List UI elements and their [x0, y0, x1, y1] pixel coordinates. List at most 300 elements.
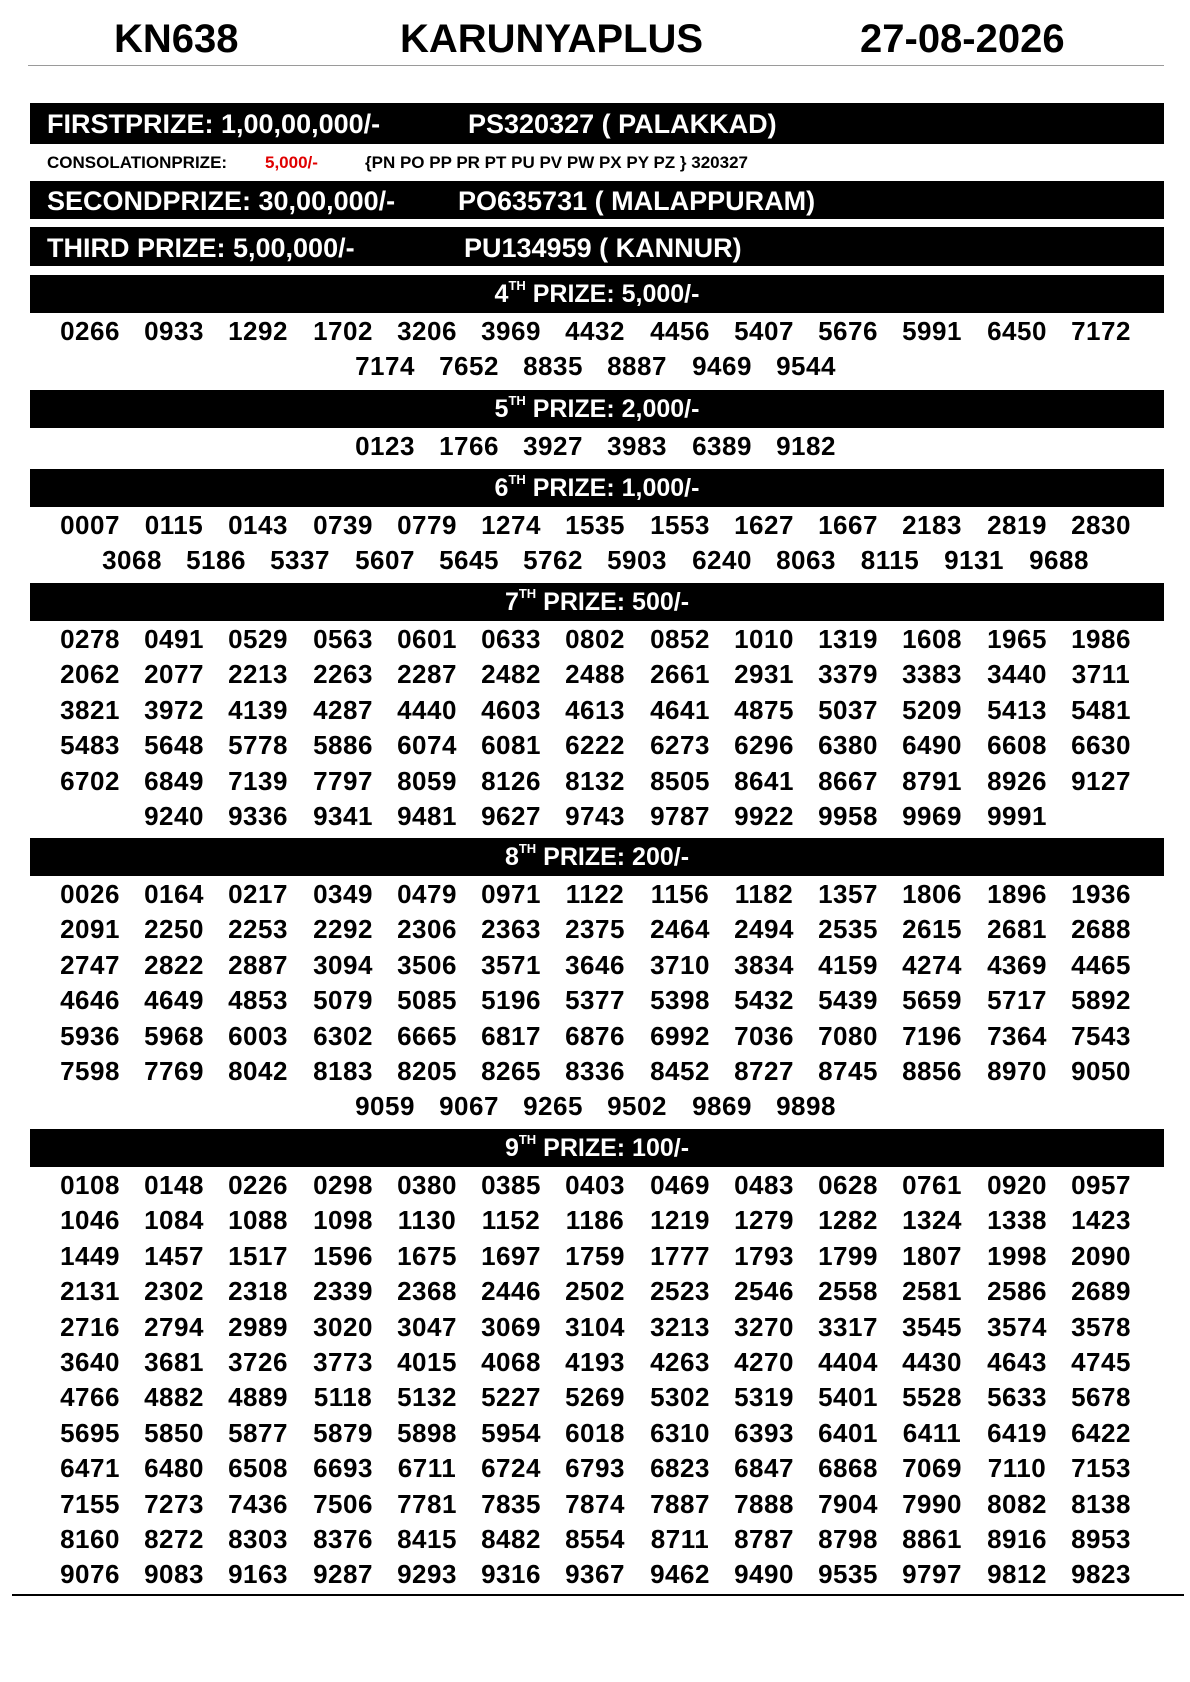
number-row — [30, 1416, 1164, 1451]
winning-number: 5954 — [481, 1417, 541, 1448]
winning-number: 6393 — [734, 1417, 794, 1448]
winning-number: 8452 — [650, 1055, 710, 1086]
winning-number: 2581 — [902, 1276, 962, 1307]
winning-number: 7364 — [987, 1020, 1047, 1051]
winning-number: 0739 — [313, 510, 373, 540]
winning-number: 1010 — [734, 624, 794, 654]
prize-amount: PRIZE: 200/- — [536, 843, 690, 871]
winning-number: 6273 — [650, 730, 710, 761]
winning-number: 0491 — [144, 624, 204, 654]
winning-number: 1324 — [902, 1205, 962, 1236]
winning-number: 1793 — [734, 1240, 794, 1271]
winning-number: 0403 — [565, 1170, 625, 1200]
winning-number: 2250 — [144, 914, 204, 945]
winning-number: 2830 — [1071, 510, 1131, 540]
winning-number: 6817 — [481, 1020, 541, 1051]
winning-number: 1553 — [650, 510, 710, 540]
winning-number: 1122 — [565, 879, 625, 909]
winning-number: 1292 — [228, 316, 288, 346]
winning-number: 7036 — [734, 1020, 794, 1051]
prize-header-8 — [30, 838, 1164, 876]
winning-number: 6401 — [818, 1417, 878, 1448]
prize-ordinal: 4 — [494, 280, 509, 308]
winning-number: 3681 — [144, 1346, 204, 1377]
third-prize-label: THIRD PRIZE: 5,00,000/- — [47, 233, 355, 263]
winning-number: 0563 — [313, 624, 373, 654]
winning-number: 8063 — [776, 545, 836, 576]
number-row — [30, 314, 1164, 349]
winning-number: 8926 — [987, 765, 1047, 796]
winning-number: 5528 — [902, 1382, 962, 1413]
number-row — [30, 1274, 1164, 1309]
winning-number: 4369 — [987, 949, 1047, 980]
winning-number: 6003 — [228, 1020, 288, 1051]
winning-number: 7153 — [1071, 1453, 1131, 1484]
consolation-series: {PN PO PP PR PT PU PV PW PX PY PZ } 320327 — [365, 153, 748, 172]
winning-number: 6508 — [228, 1453, 288, 1484]
winning-number: 3213 — [650, 1311, 710, 1342]
winning-number: 0601 — [397, 624, 457, 654]
consolation-label: CONSOLATIONPRIZE: — [47, 153, 228, 172]
winning-number: 6724 — [481, 1453, 541, 1484]
prize-header-text — [30, 843, 1164, 872]
winning-number: 1667 — [818, 510, 878, 540]
number-row — [30, 429, 1164, 464]
number-row — [30, 1019, 1164, 1054]
footer-divider — [12, 1594, 1184, 1596]
winning-number: 9481 — [397, 800, 457, 831]
winning-number: 8727 — [734, 1055, 794, 1086]
winning-number: 4015 — [397, 1346, 457, 1377]
winning-number: 2306 — [397, 914, 457, 945]
winning-number: 4430 — [902, 1346, 962, 1377]
winning-number: 5337 — [270, 545, 330, 576]
winning-number: 9182 — [776, 431, 836, 461]
winning-number: 4875 — [734, 694, 794, 725]
winning-number: 3068 — [102, 545, 162, 576]
winning-number: 2077 — [144, 659, 204, 690]
number-row — [30, 877, 1164, 912]
winning-number: 8916 — [987, 1523, 1047, 1554]
winning-number: 9535 — [818, 1559, 878, 1590]
winning-number: 0164 — [144, 879, 204, 909]
winning-number: 5936 — [60, 1020, 120, 1051]
winning-number: 9287 — [313, 1559, 373, 1590]
winning-number: 7797 — [313, 765, 373, 796]
winning-number: 1777 — [650, 1240, 710, 1271]
winning-number: 1766 — [439, 431, 499, 461]
winning-number: 2062 — [60, 659, 120, 690]
winning-number: 2292 — [313, 914, 373, 945]
winning-number: 2368 — [397, 1276, 457, 1307]
prize-number-grid — [30, 622, 1164, 834]
winning-number: 0108 — [60, 1170, 120, 1200]
winning-number: 7781 — [397, 1488, 457, 1519]
winning-number: 7990 — [902, 1488, 962, 1519]
winning-number: 1152 — [481, 1205, 541, 1236]
winning-number: 7155 — [60, 1488, 120, 1519]
winning-number: 0380 — [397, 1170, 457, 1200]
winning-number: 8160 — [60, 1523, 120, 1554]
winning-number: 8835 — [523, 351, 583, 382]
winning-number: 2131 — [60, 1276, 120, 1307]
winning-number: 9812 — [987, 1559, 1047, 1590]
first-prize-bar — [30, 103, 1164, 144]
number-row — [30, 508, 1164, 543]
prize-header-4 — [30, 275, 1164, 313]
winning-number: 8059 — [397, 765, 457, 796]
winning-number: 5269 — [565, 1382, 625, 1413]
winning-number: 3711 — [1071, 659, 1131, 690]
winning-number: 2213 — [228, 659, 288, 690]
winning-number: 5886 — [313, 730, 373, 761]
winning-number: 7174 — [355, 351, 415, 382]
prize-number-grid — [30, 429, 1164, 464]
winning-number: 9823 — [1071, 1559, 1131, 1590]
winning-number: 0957 — [1071, 1170, 1131, 1200]
winning-number: 3440 — [987, 659, 1047, 690]
winning-number: 4139 — [228, 694, 288, 725]
prize-ordinal: 6 — [494, 474, 509, 502]
number-row — [30, 1089, 1164, 1124]
winning-number: 1596 — [313, 1240, 373, 1271]
number-row — [30, 693, 1164, 728]
winning-number: 5209 — [902, 694, 962, 725]
winning-number: 3983 — [607, 431, 667, 461]
winning-number: 5483 — [60, 730, 120, 761]
winning-number: 7598 — [60, 1055, 120, 1086]
number-row — [30, 1345, 1164, 1380]
lottery-name: KARUNYAPLUS — [400, 17, 704, 61]
winning-number: 5227 — [481, 1382, 541, 1413]
third-prize-bar — [30, 227, 1164, 266]
winning-number: 6693 — [313, 1453, 373, 1484]
winning-number: 3726 — [228, 1346, 288, 1377]
winning-number: 0633 — [481, 624, 541, 654]
winning-number: 9341 — [313, 800, 373, 831]
winning-number: 9898 — [776, 1091, 836, 1122]
number-row — [30, 349, 1164, 384]
winning-number: 0143 — [228, 510, 288, 540]
prize-ordinal-suffix: TH — [518, 1132, 537, 1147]
winning-number: 2446 — [481, 1276, 541, 1307]
winning-number: 7436 — [228, 1488, 288, 1519]
winning-number: 4159 — [818, 949, 878, 980]
winning-number: 5432 — [734, 985, 794, 1016]
winning-number: 5648 — [144, 730, 204, 761]
winning-number: 5481 — [1071, 694, 1131, 725]
winning-number: 9059 — [355, 1091, 415, 1122]
winning-number: 5762 — [523, 545, 583, 576]
winning-number: 9787 — [650, 800, 710, 831]
winning-number: 8126 — [481, 765, 541, 796]
winning-number: 6823 — [650, 1453, 710, 1484]
winning-number: 7080 — [818, 1020, 878, 1051]
winning-number: 8856 — [902, 1055, 962, 1086]
winning-number: 6849 — [144, 765, 204, 796]
winning-number: 8132 — [565, 765, 625, 796]
winning-number: 5118 — [313, 1382, 373, 1413]
winning-number: 6380 — [818, 730, 878, 761]
winning-number: 2586 — [987, 1276, 1047, 1307]
winning-number: 2931 — [734, 659, 794, 690]
winning-number: 1423 — [1071, 1205, 1131, 1236]
winning-number: 3206 — [397, 316, 457, 346]
prize-number-grid — [30, 508, 1164, 579]
winning-number: 7888 — [734, 1488, 794, 1519]
winning-number: 1182 — [734, 879, 794, 909]
winning-number: 9240 — [144, 800, 204, 831]
second-prize-bar — [30, 181, 1164, 219]
winning-number: 8415 — [397, 1523, 457, 1554]
winning-number: 8667 — [818, 765, 878, 796]
winning-number: 4613 — [565, 694, 625, 725]
winning-number: 5877 — [228, 1417, 288, 1448]
winning-number: 3640 — [60, 1346, 120, 1377]
winning-number: 2546 — [734, 1276, 794, 1307]
winning-number: 6711 — [397, 1453, 457, 1484]
winning-number: 4456 — [650, 316, 710, 346]
winning-number: 0217 — [228, 879, 288, 909]
number-row — [30, 1380, 1164, 1415]
prize-amount: PRIZE: 5,000/- — [525, 280, 700, 308]
winning-number: 9688 — [1029, 545, 1089, 576]
winning-number: 8711 — [650, 1523, 710, 1554]
winning-number: 5398 — [650, 985, 710, 1016]
winning-number: 4853 — [228, 985, 288, 1016]
prize-header-7 — [30, 583, 1164, 621]
winning-number: 4882 — [144, 1382, 204, 1413]
winning-number: 0479 — [397, 879, 457, 909]
prize-header-6 — [30, 469, 1164, 507]
winning-number: 0026 — [60, 879, 120, 909]
prize-ordinal-suffix: TH — [508, 278, 526, 293]
winning-number: 1338 — [987, 1205, 1047, 1236]
winning-number: 2689 — [1071, 1276, 1131, 1307]
winning-number: 2494 — [734, 914, 794, 945]
winning-number: 9131 — [944, 545, 1004, 576]
winning-number: 2302 — [144, 1276, 204, 1307]
winning-number: 7652 — [439, 351, 499, 382]
winning-number: 6450 — [987, 316, 1047, 346]
winning-number: 1274 — [481, 510, 541, 540]
winning-number: 6471 — [60, 1453, 120, 1484]
winning-number: 0385 — [481, 1170, 541, 1200]
winning-number: 2535 — [818, 914, 878, 945]
winning-number: 8887 — [607, 351, 667, 382]
winning-number: 2819 — [987, 510, 1047, 540]
prize-header-5 — [30, 390, 1164, 428]
winning-number: 5085 — [397, 985, 457, 1016]
winning-number: 0148 — [144, 1170, 204, 1200]
winning-number: 8482 — [481, 1523, 541, 1554]
winning-number: 1088 — [228, 1205, 288, 1236]
number-row — [30, 1168, 1164, 1203]
winning-number: 6310 — [650, 1417, 710, 1448]
winning-number: 1186 — [565, 1205, 625, 1236]
winning-number: 8798 — [818, 1523, 878, 1554]
winning-number: 2688 — [1071, 914, 1131, 945]
winning-number: 5413 — [987, 694, 1047, 725]
winning-number: 4404 — [818, 1346, 878, 1377]
number-row — [30, 1203, 1164, 1238]
winning-number: 8082 — [987, 1488, 1047, 1519]
winning-number: 0628 — [818, 1170, 878, 1200]
winning-number: 1986 — [1071, 624, 1131, 654]
winning-number: 5319 — [734, 1382, 794, 1413]
winning-number: 9462 — [650, 1559, 710, 1590]
winning-number: 5850 — [144, 1417, 204, 1448]
winning-number: 9922 — [734, 800, 794, 831]
prize-ordinal-suffix: TH — [518, 841, 537, 856]
winning-number: 5659 — [902, 985, 962, 1016]
winning-number: 8787 — [734, 1523, 794, 1554]
winning-number: 2661 — [650, 659, 710, 690]
winning-number: 0115 — [144, 510, 204, 540]
third-prize-winner: PU134959 ( KANNUR) — [464, 233, 742, 263]
winning-number: 3104 — [565, 1311, 625, 1342]
winning-number: 6419 — [987, 1417, 1047, 1448]
winning-number: 0852 — [650, 624, 710, 654]
first-prize-label: FIRSTPRIZE: 1,00,00,000/- — [47, 109, 381, 139]
winning-number: 9265 — [523, 1091, 583, 1122]
prize-header-text — [30, 395, 1164, 424]
winning-number: 8745 — [818, 1055, 878, 1086]
winning-number: 8115 — [860, 545, 920, 576]
winning-number: 5132 — [397, 1382, 457, 1413]
winning-number: 6868 — [818, 1453, 878, 1484]
number-row — [30, 1557, 1164, 1592]
winning-number: 3972 — [144, 694, 204, 725]
winning-number: 8272 — [144, 1523, 204, 1554]
winning-number: 5037 — [818, 694, 878, 725]
first-prize-winner: PS320327 ( PALAKKAD) — [468, 109, 777, 139]
winning-number: 0349 — [313, 879, 373, 909]
winning-number: 0226 — [228, 1170, 288, 1200]
winning-number: 1319 — [818, 624, 878, 654]
winning-number: 5968 — [144, 1020, 204, 1051]
winning-number: 5607 — [355, 545, 415, 576]
winning-number: 1675 — [397, 1240, 457, 1271]
winning-number: 1965 — [987, 624, 1047, 654]
winning-number: 6847 — [734, 1453, 794, 1484]
winning-number: 2794 — [144, 1311, 204, 1342]
winning-number: 6302 — [313, 1020, 373, 1051]
winning-number: 0920 — [987, 1170, 1047, 1200]
winning-number: 3578 — [1071, 1311, 1131, 1342]
winning-number: 3646 — [565, 949, 625, 980]
winning-number: 0933 — [144, 316, 204, 346]
winning-number: 0761 — [902, 1170, 962, 1200]
winning-number: 0971 — [481, 879, 541, 909]
winning-number: 6081 — [481, 730, 541, 761]
winning-number: 9163 — [228, 1559, 288, 1590]
winning-number: 5676 — [818, 316, 878, 346]
winning-number: 4287 — [313, 694, 373, 725]
winning-number: 8505 — [650, 765, 710, 796]
winning-number: 4270 — [734, 1346, 794, 1377]
winning-number: 9969 — [902, 800, 962, 831]
winning-number: 9316 — [481, 1559, 541, 1590]
winning-number: 4263 — [650, 1346, 710, 1377]
winning-number: 5898 — [397, 1417, 457, 1448]
winning-number: 9991 — [987, 800, 1047, 831]
number-row — [30, 1239, 1164, 1274]
winning-number: 4432 — [565, 316, 625, 346]
winning-number: 4193 — [565, 1346, 625, 1377]
winning-number: 6222 — [565, 730, 625, 761]
winning-number: 3574 — [987, 1311, 1047, 1342]
winning-number: 5196 — [481, 985, 541, 1016]
winning-number: 3545 — [902, 1311, 962, 1342]
winning-number: 2183 — [902, 510, 962, 540]
prize-ordinal: 7 — [504, 588, 519, 616]
winning-number: 3969 — [481, 316, 541, 346]
winning-number: 0529 — [228, 624, 288, 654]
winning-number: 1130 — [397, 1205, 457, 1236]
winning-number: 8791 — [902, 765, 962, 796]
prize-header-text — [30, 1134, 1164, 1163]
winning-number: 3506 — [397, 949, 457, 980]
prize-ordinal-suffix: TH — [508, 393, 526, 408]
winning-number: 8138 — [1071, 1488, 1131, 1519]
winning-number: 8641 — [734, 765, 794, 796]
winning-number: 5377 — [565, 985, 625, 1016]
winning-number: 3834 — [734, 949, 794, 980]
winning-number: 0779 — [397, 510, 457, 540]
winning-number: 9869 — [692, 1091, 752, 1122]
winning-number: 8303 — [228, 1523, 288, 1554]
winning-number: 8265 — [481, 1055, 541, 1086]
winning-number: 7069 — [902, 1453, 962, 1484]
winning-number: 5892 — [1071, 985, 1131, 1016]
winning-number: 1357 — [818, 879, 878, 909]
winning-number: 6490 — [902, 730, 962, 761]
winning-number: 7506 — [313, 1488, 373, 1519]
winning-number: 7196 — [902, 1020, 962, 1051]
winning-number: 0483 — [734, 1170, 794, 1200]
winning-number: 6480 — [144, 1453, 204, 1484]
winning-number: 9958 — [818, 800, 878, 831]
number-row — [30, 1310, 1164, 1345]
winning-number: 9490 — [734, 1559, 794, 1590]
prize-amount: PRIZE: 100/- — [536, 1134, 690, 1162]
winning-number: 1697 — [481, 1240, 541, 1271]
winning-number: 1517 — [228, 1240, 288, 1271]
winning-number: 6018 — [565, 1417, 625, 1448]
winning-number: 5186 — [186, 545, 246, 576]
number-row — [30, 1054, 1164, 1089]
winning-number: 3710 — [650, 949, 710, 980]
winning-number: 0266 — [60, 316, 120, 346]
number-row — [30, 983, 1164, 1018]
winning-number: 4649 — [144, 985, 204, 1016]
winning-number: 4745 — [1071, 1346, 1131, 1377]
number-row — [30, 622, 1164, 657]
winning-number: 2375 — [565, 914, 625, 945]
winning-number: 2464 — [650, 914, 710, 945]
winning-number: 3773 — [313, 1346, 373, 1377]
winning-number: 4643 — [987, 1346, 1047, 1377]
winning-number: 7874 — [565, 1488, 625, 1519]
winning-number: 5633 — [987, 1382, 1047, 1413]
winning-number: 2287 — [397, 659, 457, 690]
winning-number: 1098 — [313, 1205, 373, 1236]
winning-number: 2523 — [650, 1276, 710, 1307]
winning-number: 6074 — [397, 730, 457, 761]
winning-number: 1535 — [565, 510, 625, 540]
second-prize-label: SECONDPRIZE: 30,00,000/- — [47, 186, 396, 216]
